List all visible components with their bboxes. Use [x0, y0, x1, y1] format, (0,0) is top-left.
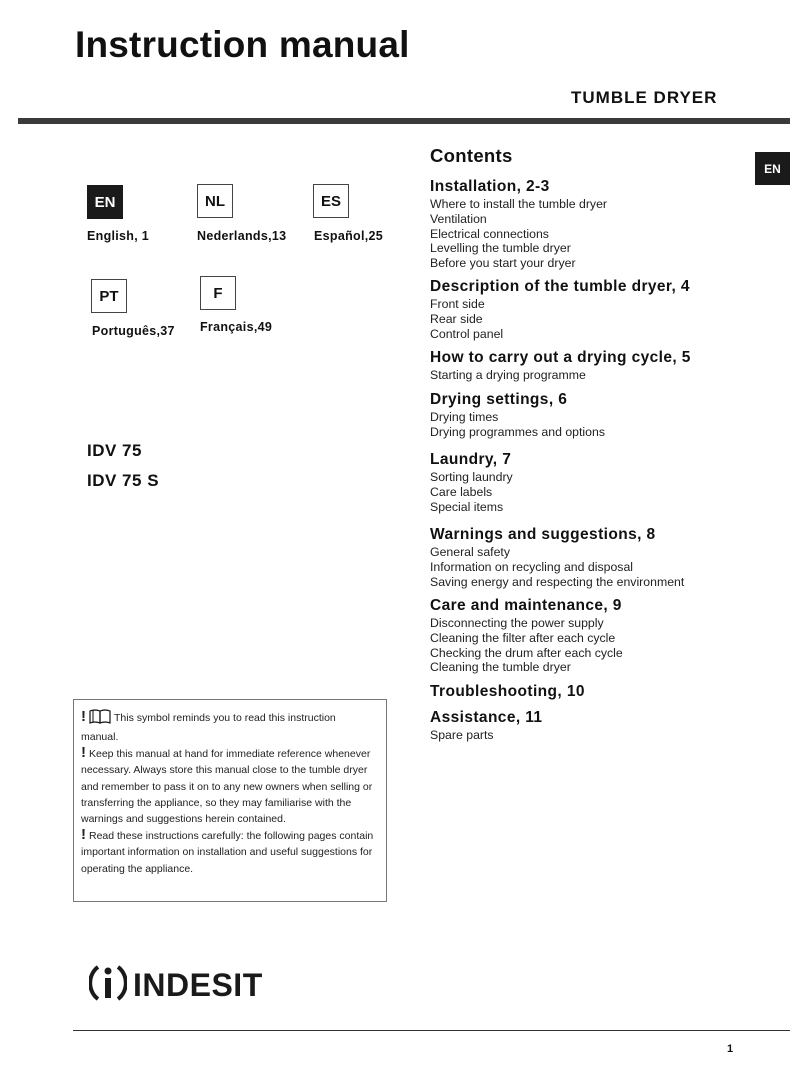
toc-section	[430, 348, 800, 383]
toc-section	[430, 177, 800, 271]
toc-section	[430, 708, 800, 743]
notice-paragraph: ! Read these instructions carefully: the following pages contain important information on installation and useful suggestions for operating the appliance.	[81, 825, 374, 875]
toc-item: Spare parts	[430, 728, 494, 742]
toc-item: Special items	[430, 499, 504, 514]
language-label-pt: Português,37	[92, 324, 175, 338]
toc-section-title: Warnings and suggestions, 8	[430, 526, 656, 543]
toc-item: Information on recycling and disposal	[430, 559, 634, 574]
toc-item: Levelling the tumble dryer	[430, 241, 571, 256]
exclamation-icon: !	[81, 825, 86, 843]
language-code-es: ES	[313, 184, 349, 218]
page-number: 1	[727, 1043, 734, 1055]
toc-item: Rear side	[430, 311, 483, 326]
toc-section	[430, 450, 800, 514]
language-label-en: English, 1	[87, 229, 150, 243]
toc-item: Front side	[430, 297, 485, 311]
language-code-pt: PT	[91, 279, 127, 313]
toc-section-title: Installation, 2-3	[430, 178, 550, 195]
toc-item: Sorting laundry	[430, 470, 513, 484]
notice-box	[73, 699, 387, 902]
toc-item: Electrical connections	[430, 226, 549, 241]
toc-section-title: Drying settings, 6	[430, 391, 568, 408]
toc-item: Before you start your dryer	[430, 256, 576, 271]
header-divider	[18, 118, 790, 124]
toc-section-title: How to carry out a drying cycle, 5	[430, 349, 691, 366]
toc-item: Ventilation	[430, 211, 487, 226]
toc-item: Drying times	[430, 410, 499, 424]
language-label-es: Español,25	[314, 229, 383, 243]
model-name: IDV 75	[87, 441, 142, 460]
language-tab-en: EN	[755, 152, 790, 185]
contents-heading: Contents	[430, 145, 513, 166]
toc-section	[430, 277, 800, 341]
toc-item: General safety	[430, 545, 510, 559]
notice-paragraph: ! This symbol reminds you to read this instruction manual.	[81, 708, 336, 744]
toc-section	[430, 390, 800, 440]
toc-section-title: Assistance, 11	[430, 709, 543, 726]
language-label-nl: Nederlands,13	[197, 229, 287, 243]
brand-logo	[89, 961, 263, 1010]
toc-item: Starting a drying programme	[430, 368, 586, 382]
page-title: Instruction manual	[75, 24, 410, 65]
toc-item: Care labels	[430, 484, 493, 499]
toc-item: Checking the drum after each cycle	[430, 645, 623, 660]
notice-paragraph: ! Keep this manual at hand for immediate reference whenever necessary. Always store this manual close to the tumble dryer and remember to pass it on to any new owners when selling or transferring the appliance, so they may familiarise with the warnings and suggestions herein contained.	[81, 743, 373, 826]
indesit-logo-icon	[89, 961, 127, 1010]
footer-divider	[73, 1030, 790, 1031]
language-code-nl: NL	[197, 184, 233, 218]
toc-section-title: Description of the tumble dryer, 4	[430, 278, 690, 295]
brand-name: INDESIT	[133, 967, 263, 1003]
toc-item: Cleaning the tumble dryer	[430, 660, 571, 675]
toc-item: Cleaning the filter after each cycle	[430, 630, 616, 645]
exclamation-icon: !	[81, 743, 86, 761]
language-label-f: Français,49	[200, 320, 273, 334]
toc-item: Saving energy and respecting the environment	[430, 574, 685, 589]
toc-section	[430, 682, 800, 702]
toc-section	[430, 525, 800, 589]
language-code-f: F	[200, 276, 236, 310]
exclamation-icon: !	[81, 708, 86, 725]
toc-section	[430, 596, 800, 675]
toc-item: Drying programmes and options	[430, 424, 605, 439]
model-name: IDV 75 S	[87, 471, 160, 490]
toc-item: Control panel	[430, 326, 504, 341]
toc-item: Where to install the tumble dryer	[430, 197, 608, 211]
toc-section-title: Laundry, 7	[430, 451, 512, 468]
toc-item: Disconnecting the power supply	[430, 616, 604, 630]
book-icon	[89, 709, 111, 729]
toc-section-title: Care and maintenance, 9	[430, 597, 622, 614]
toc-section-title: Troubleshooting, 10	[430, 683, 585, 700]
page-subtitle: TUMBLE DRYER	[571, 88, 718, 107]
language-code-en: EN	[87, 185, 123, 219]
